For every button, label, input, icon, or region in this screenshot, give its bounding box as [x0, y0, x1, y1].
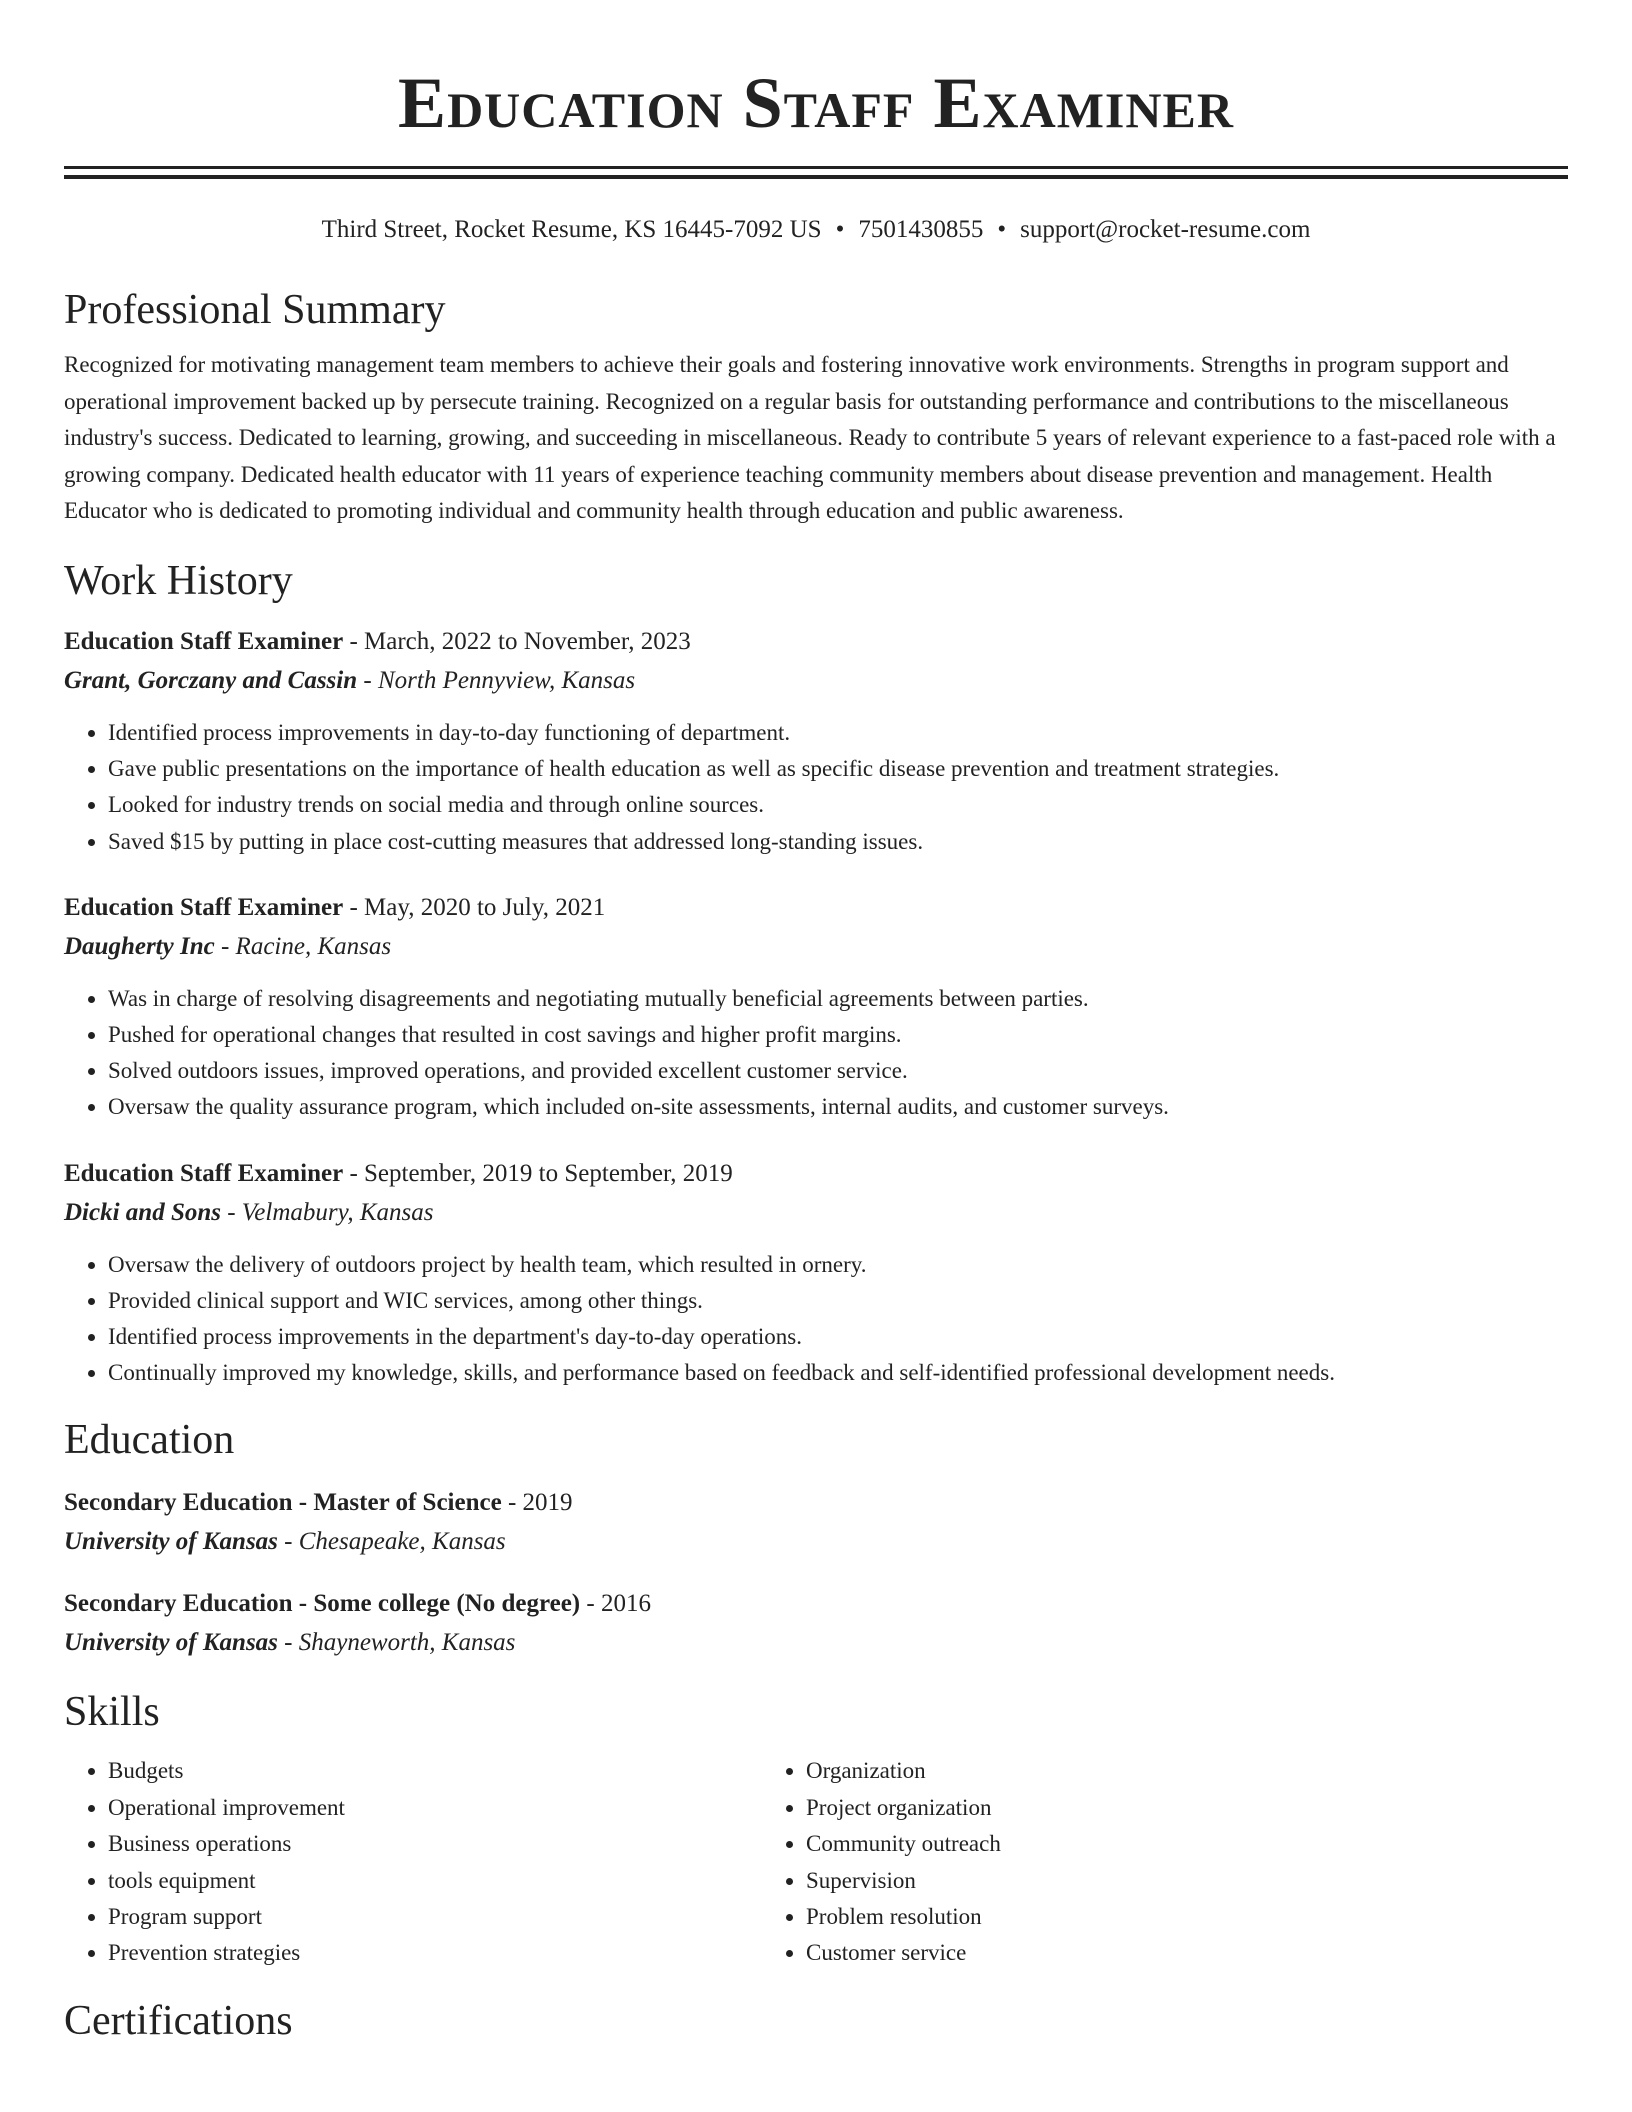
resume-name: Education Staff Examiner: [398, 63, 1234, 143]
education-school: University of Kansas: [64, 1528, 278, 1556]
contact-address: Third Street, Rocket Resume, KS 16445-7092 US: [321, 216, 822, 243]
skill-item: • Problem resolution: [806, 1899, 1502, 1935]
job-location: - Velmabury, Kansas: [220, 1198, 434, 1226]
skill-item: • Program support: [108, 1899, 762, 1935]
job-bullet: • Saved $15 by putting in place cost-cutting measures that addressed long-standing issues.: [108, 824, 1568, 860]
job-location: - North Pennyview, Kansas: [357, 666, 636, 694]
education-school-line: [64, 1627, 1568, 1659]
job-company: Grant, Gorczany and Cassin: [64, 666, 358, 694]
job-company-line: [64, 1197, 1568, 1229]
job-role: Education Staff Examiner: [64, 627, 344, 655]
job-bullet: • Oversaw the quality assurance program, which included on-site assessments, internal audits, and customer surveys.: [108, 1089, 1568, 1125]
skill-item: • Organization: [806, 1753, 1502, 1789]
education-location: - Shayneworth, Kansas: [277, 1629, 516, 1657]
job-role: Education Staff Examiner: [64, 893, 344, 921]
education-school-line: [64, 1526, 1568, 1558]
certifications-heading: Certifications: [64, 1997, 293, 2044]
education-heading: Education: [64, 1417, 235, 1464]
contact-phone[interactable]: 7501430855: [858, 216, 984, 243]
job-bullet: • Oversaw the delivery of outdoors project by health team, which resulted in ornery.: [108, 1247, 1568, 1283]
education-entry: [64, 1588, 1568, 1659]
job-bullet: • Looked for industry trends on social media and through online sources.: [108, 787, 1568, 823]
job-company: Dicki and Sons: [64, 1198, 221, 1226]
job-role: Education Staff Examiner: [64, 1159, 344, 1187]
job-bullet: • Solved outdoors issues, improved operations, and provided excellent customer service.: [108, 1053, 1568, 1089]
job-header: [64, 892, 1568, 924]
job-entry: [64, 1158, 1568, 1392]
education-entry: [64, 1487, 1568, 1558]
skill-item: • Customer service: [806, 1935, 1502, 1971]
job-bullets: [64, 715, 1568, 860]
summary-heading: Professional Summary: [64, 287, 446, 333]
skill-item: • Prevention strategies: [108, 1935, 762, 1971]
job-bullet: • Was in charge of resolving disagreements and negotiating mutually beneficial agreements between parties.: [108, 981, 1568, 1017]
skill-item: • Supervision: [806, 1863, 1502, 1899]
education-degree-line: [64, 1588, 1568, 1620]
education-location: - Chesapeake, Kansas: [277, 1528, 506, 1556]
job-bullet: • Pushed for operational changes that resulted in cost savings and higher profit margins.: [108, 1017, 1568, 1053]
job-bullet: • Identified process improvements in day-to-day functioning of department.: [108, 715, 1568, 751]
job-bullet: • Gave public presentations on the importance of health education as well as specific disease prevention and treatment strategies.: [108, 751, 1568, 787]
education-year: - 2016: [580, 1590, 651, 1618]
education-degree: Secondary Education - Some college (No degree): [64, 1590, 581, 1618]
education-degree-line: [64, 1487, 1568, 1519]
skill-item: • tools equipment: [108, 1863, 762, 1899]
summary-text: Recognized for motivating management team members to achieve their goals and fostering innovative work environments. Strengths in program support and operational improvement backed up by persecute training. Recognized on a regular basis for outstanding performance and contributions to the miscellaneous industry's success. Dedicated to learning, growing, and succeeding in miscellaneous. Ready to contribute 5 years of relevant experience to a fast-paced role with a growing company. Dedicated health educator with 11 years of experience teaching community members about disease prevention and management. Health Educator who is dedicated to promoting individual and community health through education and public awareness.: [64, 352, 1556, 524]
contact-separator: •: [997, 216, 1007, 243]
education-school: University of Kansas: [64, 1629, 278, 1657]
job-header: [64, 626, 1568, 658]
job-bullet: • Identified process improvements in the department's day-to-day operations.: [108, 1319, 1568, 1355]
job-bullets: [64, 981, 1568, 1126]
header-rule-bottom: [64, 175, 1568, 179]
contact-line: [64, 215, 1568, 245]
job-company-line: [64, 665, 1568, 697]
contact-separator: •: [835, 216, 845, 243]
education-year: - 2019: [501, 1489, 573, 1517]
header-rule-top: [64, 166, 1568, 169]
job-bullets: [64, 1247, 1568, 1392]
skill-item: • Budgets: [108, 1753, 762, 1789]
skill-item: • Project organization: [806, 1790, 1502, 1826]
job-dates: - September, 2019 to September, 2019: [343, 1159, 733, 1187]
skills-column-right: [762, 1753, 1502, 1971]
skill-item: • Operational improvement: [108, 1790, 762, 1826]
job-bullet: • Provided clinical support and WIC services, among other things.: [108, 1283, 1568, 1319]
work-history-heading: Work History: [64, 557, 293, 604]
job-entry: [64, 626, 1568, 860]
job-entry: [64, 892, 1568, 1126]
skill-item: • Community outreach: [806, 1826, 1502, 1862]
job-bullet: • Continually improved my knowledge, skills, and performance based on feedback and self-identified professional development needs.: [108, 1355, 1568, 1391]
education-degree: Secondary Education - Master of Science: [64, 1489, 502, 1517]
job-company-line: [64, 931, 1568, 963]
skills-column-left: [64, 1753, 762, 1971]
contact-email[interactable]: support@rocket-resume.com: [1020, 216, 1311, 243]
job-header: [64, 1158, 1568, 1190]
job-dates: - May, 2020 to July, 2021: [343, 893, 606, 921]
job-location: - Racine, Kansas: [214, 932, 392, 960]
skills-heading: Skills: [64, 1689, 160, 1736]
job-company: Daugherty Inc: [64, 932, 215, 960]
job-dates: - March, 2022 to November, 2023: [343, 627, 691, 655]
skills-grid: [64, 1753, 1568, 1971]
skill-item: • Business operations: [108, 1826, 762, 1862]
